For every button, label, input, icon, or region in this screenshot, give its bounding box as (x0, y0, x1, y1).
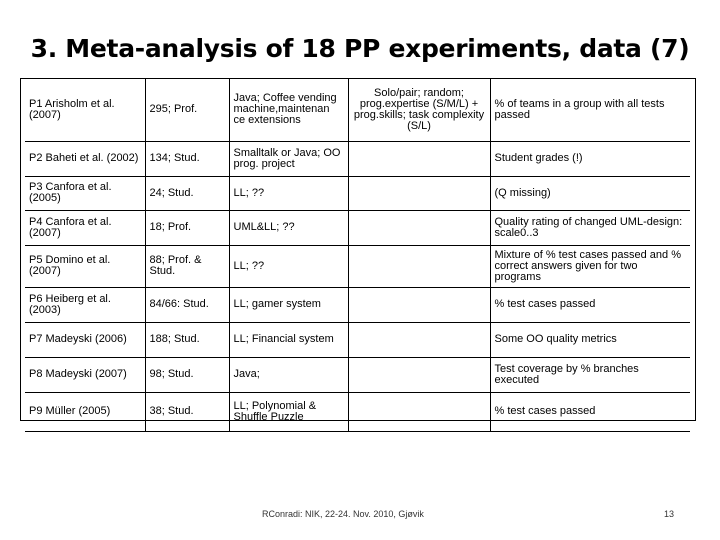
cell-design (348, 287, 490, 322)
cell-design (348, 392, 490, 431)
cell-design (348, 245, 490, 287)
cell-study: P8 Madeyski (2007) (25, 357, 145, 392)
table-row (25, 245, 690, 287)
cell-measure: Some OO quality metrics (490, 322, 690, 357)
cell-subjects: 38; Stud. (145, 392, 229, 431)
cell-subjects: 24; Stud. (145, 176, 229, 210)
table-row (25, 210, 690, 245)
cell-study: P7 Madeyski (2006) (25, 322, 145, 357)
cell-subjects: 84/66: Stud. (145, 287, 229, 322)
cell-task: LL; Financial system (229, 322, 348, 357)
cell-task: LL; ?? (229, 245, 348, 287)
table-row (25, 322, 690, 357)
cell-measure: Test coverage by % branches executed (490, 357, 690, 392)
cell-task: LL; ?? (229, 176, 348, 210)
table-row (25, 176, 690, 210)
cell-study: P5 Domino et al. (2007) (25, 245, 145, 287)
cell-subjects: 18; Prof. (145, 210, 229, 245)
cell-measure: (Q missing) (490, 176, 690, 210)
cell-task: LL; Polynomial & Shuffle Puzzle (229, 392, 348, 431)
table-row (25, 392, 690, 431)
cell-task: Smalltalk or Java; OO prog. project (229, 141, 348, 176)
table-row (25, 357, 690, 392)
cell-measure: % test cases passed (490, 287, 690, 322)
cell-study: P4 Canfora et al. (2007) (25, 210, 145, 245)
cell-design (348, 141, 490, 176)
cell-task: LL; gamer system (229, 287, 348, 322)
cell-design (348, 210, 490, 245)
cell-design (348, 357, 490, 392)
table-row (25, 79, 690, 141)
cell-study: P9 Müller (2005) (25, 392, 145, 431)
cell-task: UML&LL; ?? (229, 210, 348, 245)
cell-study: P3 Canfora et al. (2005) (25, 176, 145, 210)
table-row (25, 141, 690, 176)
page-number: 13 (664, 509, 675, 519)
cell-design (348, 176, 490, 210)
cell-measure: Student grades (!) (490, 141, 690, 176)
cell-design (348, 322, 490, 357)
cell-subjects: 295; Prof. (145, 79, 229, 141)
cell-subjects: 98; Stud. (145, 357, 229, 392)
cell-subjects: 88; Prof. & Stud. (145, 245, 229, 287)
cell-study: P1 Arisholm et al. (2007) (25, 79, 145, 141)
experiments-table-frame (20, 78, 696, 421)
cell-task: Java; (229, 357, 348, 392)
cell-measure: % test cases passed (490, 392, 690, 431)
table-row (25, 287, 690, 322)
cell-measure: % of teams in a group with all tests passed (490, 79, 690, 141)
slide-title: 3. Meta-analysis of 18 PP experiments, data (7) (30, 34, 690, 63)
cell-design: Solo/pair; random; prog.expertise (S/M/L) + prog.skills; task complexity (S/L) (348, 79, 490, 141)
cell-study: P2 Baheti et al. (2002) (25, 141, 145, 176)
cell-measure: Quality rating of changed UML-design: scale0..3 (490, 210, 690, 245)
cell-study: P6 Heiberg et al. (2003) (25, 287, 145, 322)
cell-subjects: 134; Stud. (145, 141, 229, 176)
cell-measure: Mixture of % test cases passed and % correct answers given for two programs (490, 245, 690, 287)
experiments-table (25, 79, 690, 432)
cell-subjects: 188; Stud. (145, 322, 229, 357)
cell-task: Java; Coffee vending machine,maintenan ce extensions (229, 79, 348, 141)
footer-text: RConradi: NIK, 22-24. Nov. 2010, Gjøvik (262, 509, 424, 519)
